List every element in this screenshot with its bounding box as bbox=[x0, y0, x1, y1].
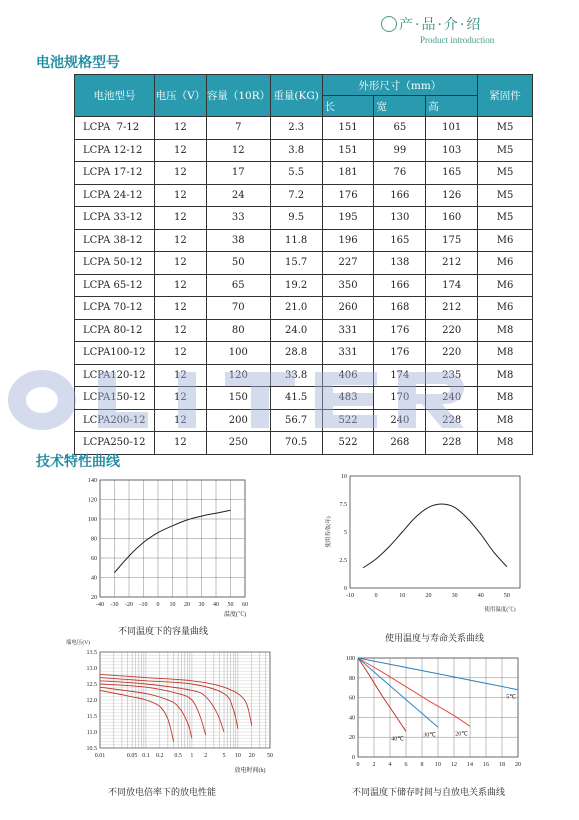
life-temperature-chart bbox=[320, 468, 535, 618]
table-row bbox=[75, 162, 533, 185]
table-cell: M6 bbox=[478, 274, 533, 297]
table-cell: LCPA150-12 bbox=[75, 387, 155, 410]
table-cell: 165 bbox=[374, 229, 426, 252]
header-title: 产·品·介·绍 bbox=[399, 17, 483, 33]
table-row bbox=[75, 117, 533, 140]
table-cell: 406 bbox=[322, 364, 374, 387]
table-cell: 65 bbox=[206, 274, 270, 297]
table-cell: 7.2 bbox=[270, 184, 322, 207]
table-cell: 212 bbox=[426, 252, 478, 275]
y-tick-label: 100 bbox=[88, 517, 97, 523]
table-cell: 103 bbox=[426, 139, 478, 162]
y-tick-label: 12.0 bbox=[86, 698, 97, 704]
table-cell: 12 bbox=[154, 409, 206, 432]
x-tick-label: 20 bbox=[248, 753, 255, 759]
spec-section-title: 电池规格型号 bbox=[36, 55, 120, 71]
table-cell: LCPA 24-12 bbox=[75, 184, 155, 207]
x-tick-label: 0.2 bbox=[156, 753, 164, 759]
table-cell: 56.7 bbox=[270, 409, 322, 432]
x-tick-label: 8 bbox=[420, 762, 424, 768]
capacity-temperature-chart bbox=[60, 470, 280, 620]
table-cell: 12 bbox=[154, 252, 206, 275]
self-discharge-curve bbox=[358, 658, 470, 726]
table-cell: 99 bbox=[374, 139, 426, 162]
table-cell: 70 bbox=[206, 297, 270, 320]
table-cell: LCPA 33-12 bbox=[75, 207, 155, 230]
y-tick-label: 140 bbox=[88, 478, 97, 484]
table-cell: M5 bbox=[478, 162, 533, 185]
table-cell: 181 bbox=[322, 162, 374, 185]
y-tick-label: 13.5 bbox=[86, 650, 97, 656]
y-axis-label: 端电压(V) bbox=[65, 640, 91, 646]
table-cell: 5.5 bbox=[270, 162, 322, 185]
x-tick-label: 10 bbox=[435, 762, 441, 768]
table-cell: 138 bbox=[374, 252, 426, 275]
table-cell: LCPA 50-12 bbox=[75, 252, 155, 275]
table-cell: 240 bbox=[374, 409, 426, 432]
x-tick-label: 50 bbox=[227, 602, 234, 608]
x-tick-label: 2 bbox=[204, 753, 208, 759]
table-cell: 17 bbox=[206, 162, 270, 185]
table-cell: LCPA 80-12 bbox=[75, 319, 155, 342]
table-cell: 33.8 bbox=[270, 364, 322, 387]
table-cell: 12 bbox=[154, 229, 206, 252]
table-cell: M8 bbox=[478, 409, 533, 432]
table-cell: 165 bbox=[426, 162, 478, 185]
table-cell: 228 bbox=[426, 409, 478, 432]
x-tick-label: 50 bbox=[267, 753, 273, 759]
y-tick-label: 20 bbox=[91, 595, 97, 601]
table-cell: 522 bbox=[322, 432, 374, 455]
header-width: 宽 bbox=[374, 96, 426, 117]
x-tick-label: -20 bbox=[125, 602, 133, 608]
y-tick-label: 13.0 bbox=[86, 666, 97, 672]
table-cell: M8 bbox=[478, 387, 533, 410]
header-voltage: 电压（V） bbox=[154, 75, 206, 117]
table-cell: LCPA 65-12 bbox=[75, 274, 155, 297]
x-tick-label: 0 bbox=[156, 602, 160, 608]
table-cell: 80 bbox=[206, 319, 270, 342]
table-cell: 174 bbox=[426, 274, 478, 297]
y-tick-label: 12.5 bbox=[86, 682, 97, 688]
table-cell: 235 bbox=[426, 364, 478, 387]
table-cell: 12 bbox=[154, 364, 206, 387]
table-row bbox=[75, 364, 533, 387]
y-tick-label: 2.5 bbox=[339, 558, 347, 564]
table-cell: 50 bbox=[206, 252, 270, 275]
table-cell: 12 bbox=[154, 432, 206, 455]
y-tick-label: 120 bbox=[88, 497, 97, 504]
header-terminal: 紧固件 bbox=[478, 75, 533, 117]
table-row bbox=[75, 274, 533, 297]
table-cell: 11.8 bbox=[270, 229, 322, 252]
table-row bbox=[75, 342, 533, 365]
table-cell: M5 bbox=[478, 207, 533, 230]
x-tick-label: 0 bbox=[356, 762, 360, 768]
table-cell: 522 bbox=[322, 409, 374, 432]
table-cell: 12 bbox=[154, 274, 206, 297]
x-tick-label: 1 bbox=[190, 753, 194, 759]
y-tick-label: 0 bbox=[352, 755, 355, 761]
x-tick-label: 30 bbox=[198, 602, 205, 608]
chart2-caption: 不同放电倍率下的放电性能 bbox=[108, 788, 217, 798]
x-tick-label: 10 bbox=[234, 753, 241, 759]
table-cell: 19.2 bbox=[270, 274, 322, 297]
table-row bbox=[75, 319, 533, 342]
y-tick-label: 20 bbox=[349, 735, 355, 742]
table-cell: 3.8 bbox=[270, 139, 322, 162]
x-tick-label: 0 bbox=[374, 593, 378, 599]
header-height: 高 bbox=[426, 96, 478, 117]
table-cell: 24 bbox=[206, 184, 270, 207]
table-cell: 170 bbox=[374, 387, 426, 410]
table-cell: 41.5 bbox=[270, 387, 322, 410]
header-subtitle: Product introduction bbox=[420, 35, 495, 45]
table-cell: 100 bbox=[206, 342, 270, 365]
page-header bbox=[381, 14, 541, 48]
series-label: 20℃ bbox=[455, 731, 468, 738]
x-tick-label: 16 bbox=[483, 762, 489, 768]
table-cell: 12 bbox=[154, 319, 206, 342]
table-cell: 28.8 bbox=[270, 342, 322, 365]
x-tick-label: 20 bbox=[184, 602, 190, 608]
x-tick-label: 50 bbox=[503, 593, 510, 599]
table-cell: 200 bbox=[206, 409, 270, 432]
table-cell: 268 bbox=[374, 432, 426, 455]
header-dims: 外形尺寸（mm） bbox=[322, 75, 478, 96]
table-cell: 15.7 bbox=[270, 252, 322, 275]
x-tick-label: -30 bbox=[110, 602, 119, 608]
series-label: 30℃ bbox=[423, 732, 436, 739]
table-cell: M8 bbox=[478, 364, 533, 387]
table-row bbox=[75, 432, 533, 455]
table-cell: LCPA 38-12 bbox=[75, 229, 155, 252]
header-model: 电池型号 bbox=[75, 75, 155, 117]
table-cell: 12 bbox=[154, 297, 206, 320]
table-cell: 7 bbox=[206, 117, 270, 140]
table-cell: 38 bbox=[206, 229, 270, 252]
table-cell: 160 bbox=[426, 207, 478, 230]
table-cell: 174 bbox=[374, 364, 426, 387]
x-tick-label: 0.1 bbox=[142, 753, 150, 759]
table-cell: 24.0 bbox=[270, 319, 322, 342]
x-tick-label: -40 bbox=[96, 602, 104, 608]
table-cell: 12 bbox=[154, 342, 206, 365]
y-tick-label: 11.5 bbox=[86, 714, 97, 720]
y-tick-label: 100 bbox=[346, 656, 355, 662]
y-tick-label: 5 bbox=[344, 530, 347, 536]
self-discharge-curve bbox=[358, 658, 438, 727]
x-tick-label: 60 bbox=[242, 602, 248, 608]
table-cell: 250 bbox=[206, 432, 270, 455]
table-cell: 166 bbox=[374, 184, 426, 207]
table-cell: M8 bbox=[478, 319, 533, 342]
table-cell: 101 bbox=[426, 117, 478, 140]
table-cell: 12 bbox=[154, 117, 206, 140]
table-cell: 2.3 bbox=[270, 117, 322, 140]
table-cell: 196 bbox=[322, 229, 374, 252]
table-cell: LCPA 12-12 bbox=[75, 139, 155, 162]
table-cell: 240 bbox=[426, 387, 478, 410]
table-cell: 331 bbox=[322, 342, 374, 365]
table-cell: M5 bbox=[478, 117, 533, 140]
table-cell: 76 bbox=[374, 162, 426, 185]
table-cell: LCPA 70-12 bbox=[75, 297, 155, 320]
table-cell: 130 bbox=[374, 207, 426, 230]
series-label: 5℃ bbox=[506, 694, 516, 701]
x-tick-label: 20 bbox=[425, 593, 432, 599]
table-cell: 483 bbox=[322, 387, 374, 410]
table-row bbox=[75, 207, 533, 230]
y-tick-label: 40 bbox=[91, 575, 97, 582]
x-tick-label: 30 bbox=[451, 593, 458, 599]
table-row bbox=[75, 297, 533, 320]
y-tick-label: 10 bbox=[341, 474, 347, 480]
table-cell: 12 bbox=[206, 139, 270, 162]
header-length: 长 bbox=[322, 96, 374, 117]
chart3-caption: 不同温度下储存时间与自放电关系曲线 bbox=[352, 788, 506, 798]
x-axis-label: 放电时间(h) bbox=[234, 768, 266, 774]
chart0-caption: 不同温度下的容量曲线 bbox=[118, 627, 209, 637]
x-tick-label: 4 bbox=[388, 762, 392, 768]
self-discharge-curve bbox=[358, 658, 406, 731]
table-row bbox=[75, 184, 533, 207]
table-cell: LCPA 17-12 bbox=[75, 162, 155, 185]
table-cell: 168 bbox=[374, 297, 426, 320]
series-label: 40℃ bbox=[391, 736, 404, 743]
table-cell: 126 bbox=[426, 184, 478, 207]
table-cell: M8 bbox=[478, 342, 533, 365]
spec-table-body bbox=[75, 117, 533, 455]
circle-icon bbox=[381, 16, 397, 32]
y-tick-label: 10.5 bbox=[86, 746, 97, 752]
table-cell: 12 bbox=[154, 387, 206, 410]
table-cell: 21.0 bbox=[270, 297, 322, 320]
table-cell: LCPA120-12 bbox=[75, 364, 155, 387]
table-cell: 260 bbox=[322, 297, 374, 320]
table-cell: 12 bbox=[154, 139, 206, 162]
life-curve bbox=[363, 504, 507, 568]
table-cell: 33 bbox=[206, 207, 270, 230]
x-tick-label: 0.5 bbox=[174, 753, 182, 759]
x-tick-label: 40 bbox=[477, 593, 484, 599]
y-tick-label: 11.0 bbox=[86, 730, 97, 736]
header-weight: 重量(KG) bbox=[270, 75, 322, 117]
curves-section-title: 技术特性曲线 bbox=[36, 454, 120, 470]
x-tick-label: 40 bbox=[213, 602, 219, 608]
table-cell: M5 bbox=[478, 139, 533, 162]
table-cell: 195 bbox=[322, 207, 374, 230]
y-tick-label: 0 bbox=[344, 586, 347, 592]
table-row bbox=[75, 387, 533, 410]
table-cell: 212 bbox=[426, 297, 478, 320]
y-tick-label: 60 bbox=[91, 556, 97, 562]
y-tick-label: 80 bbox=[349, 675, 355, 682]
table-cell: LCPA100-12 bbox=[75, 342, 155, 365]
table-cell: 120 bbox=[206, 364, 270, 387]
self-discharge-chart bbox=[330, 652, 530, 777]
x-axis-label: 使用温度(℃) bbox=[484, 607, 516, 613]
table-cell: 151 bbox=[322, 139, 374, 162]
chart1-caption: 使用温度与寿命关系曲线 bbox=[385, 634, 485, 644]
table-cell: 175 bbox=[426, 229, 478, 252]
table-cell: 228 bbox=[426, 432, 478, 455]
table-cell: 12 bbox=[154, 207, 206, 230]
y-tick-label: 60 bbox=[349, 695, 355, 702]
table-cell: 9.5 bbox=[270, 207, 322, 230]
table-cell: 65 bbox=[374, 117, 426, 140]
x-tick-label: 0.05 bbox=[126, 753, 138, 759]
table-cell: 220 bbox=[426, 342, 478, 365]
table-cell: LCPA200-12 bbox=[75, 409, 155, 432]
table-row bbox=[75, 229, 533, 252]
x-tick-label: 10 bbox=[169, 602, 176, 608]
table-cell: 166 bbox=[374, 274, 426, 297]
table-cell: LCPA250-12 bbox=[75, 432, 155, 455]
y-axis-label: 使用寿命(年) bbox=[326, 516, 332, 548]
table-cell: 176 bbox=[374, 342, 426, 365]
table-cell: 12 bbox=[154, 184, 206, 207]
x-tick-label: 20 bbox=[515, 762, 521, 768]
table-cell: M6 bbox=[478, 252, 533, 275]
header-capacity: 容量（10R） bbox=[206, 75, 270, 117]
table-cell: 150 bbox=[206, 387, 270, 410]
table-cell: 220 bbox=[426, 319, 478, 342]
x-tick-label: 18 bbox=[499, 762, 505, 768]
table-cell: 331 bbox=[322, 319, 374, 342]
table-cell: 70.5 bbox=[270, 432, 322, 455]
table-cell: 151 bbox=[322, 117, 374, 140]
table-cell: M8 bbox=[478, 432, 533, 455]
table-cell: M5 bbox=[478, 184, 533, 207]
x-tick-label: 2 bbox=[372, 762, 376, 768]
table-cell: 176 bbox=[374, 319, 426, 342]
x-tick-label: 12 bbox=[451, 762, 457, 768]
x-tick-label: -10 bbox=[346, 593, 354, 599]
x-tick-label: -10 bbox=[139, 602, 148, 608]
table-cell: LCPA 7-12 bbox=[75, 117, 155, 140]
table-row bbox=[75, 252, 533, 275]
x-tick-label: 10 bbox=[399, 593, 406, 599]
x-tick-label: 14 bbox=[467, 762, 473, 768]
table-cell: M6 bbox=[478, 297, 533, 320]
y-tick-label: 40 bbox=[349, 715, 355, 722]
x-tick-label: 0.01 bbox=[94, 753, 106, 759]
x-tick-label: 6 bbox=[404, 762, 408, 768]
x-axis-label: 温度(℃) bbox=[224, 612, 246, 618]
table-cell: 227 bbox=[322, 252, 374, 275]
plot-frame bbox=[350, 476, 520, 588]
table-cell: M6 bbox=[478, 229, 533, 252]
table-row bbox=[75, 409, 533, 432]
x-tick-label: 5 bbox=[222, 753, 226, 759]
y-tick-label: 80 bbox=[91, 536, 97, 543]
table-cell: 176 bbox=[322, 184, 374, 207]
y-tick-label: 7.5 bbox=[339, 502, 347, 508]
spec-table bbox=[74, 74, 533, 455]
table-cell: 12 bbox=[154, 162, 206, 185]
table-cell: 350 bbox=[322, 274, 374, 297]
table-row bbox=[75, 139, 533, 162]
discharge-rate-chart bbox=[60, 638, 280, 778]
